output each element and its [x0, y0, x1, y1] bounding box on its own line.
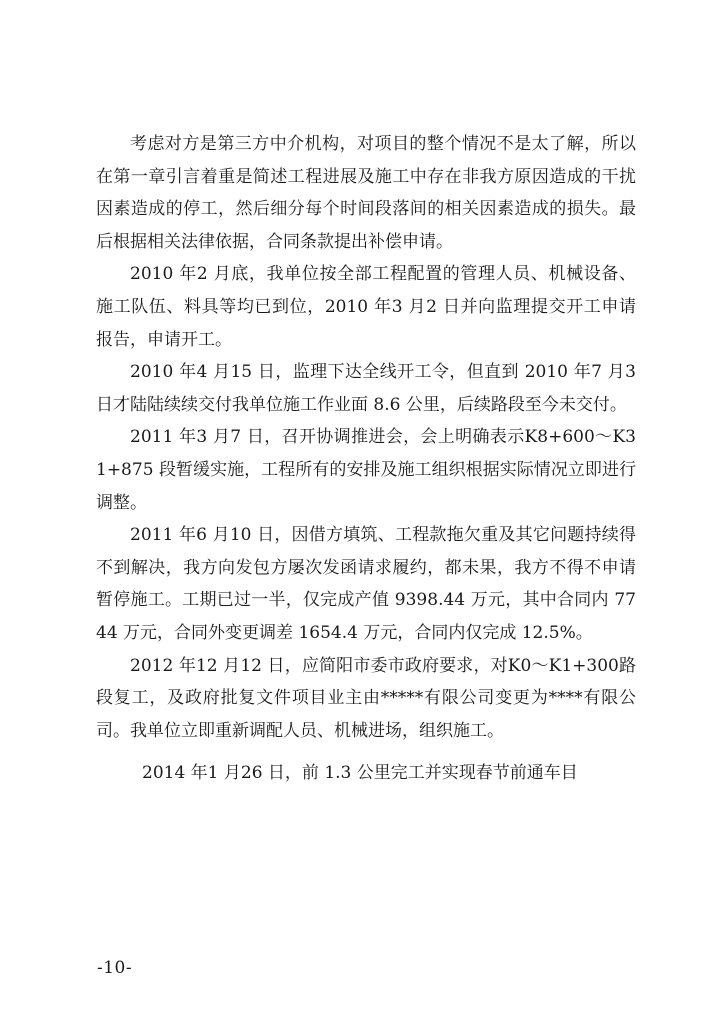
paragraph-2010-apr: 2010 年4 月15 日，监理下达全线开工令，但直到 2010 年7 月3 日才陆陆续续交付我单位施工作业面 8.6 公里，后续路段至今未交付。 — [96, 362, 636, 415]
page-number: -10- — [97, 958, 133, 978]
paragraph-2014-jan: 2014 年1 月26 日，前 1.3 公里完工并实现春节前通车目 — [142, 763, 578, 784]
paragraph-2010-feb: 2010 年2 月底，我单位按全部工程配置的管理人员、机械设备、施工队伍、料具等均已到位，2010 年3 月2 日并向监理提交开工申请报告，申请开工。 — [96, 264, 636, 350]
paragraph-2011-jun: 2011 年6 月10 日，因借方填筑、工程款拖欠重及其它问题持续得不到解决，我方向发包方屡次发函请求履约，都未果，我方不得不申请暂停施工。工期已过一半，仅完成产值 9398.44 万元，其中合同内 7744 万元，合同外变更调差 1654.4 万元，合同内仅完成 12.5%。 — [96, 525, 636, 643]
paragraph-2011-mar: 2011 年3 月7 日，召开协调推进会，会上明确表示K8+600～K31+875 段暂缓实施，工程所有的安排及施工组织根据实际情况立即进行调整。 — [96, 427, 636, 513]
paragraph-2012-dec: 2012 年12 月12 日，应简阳市委市政府要求，对K0～K1+300路段复工，及政府批复文件项目业主由*****有限公司变更为****有限公司。我单位立即重新调配人员、机械进场，组织施工。 — [96, 655, 636, 741]
document-body — [96, 128, 636, 790]
paragraph-intro: 考虑对方是第三方中介机构，对项目的整个情况不是太了解，所以在第一章引言着重是简述工程进展及施工中存在非我方原因造成的干扰因素造成的停工，然后细分每个时间段落间的相关因素造成的损失。最后根据相关法律依据，合同条款提出补偿申请。 — [96, 134, 636, 252]
